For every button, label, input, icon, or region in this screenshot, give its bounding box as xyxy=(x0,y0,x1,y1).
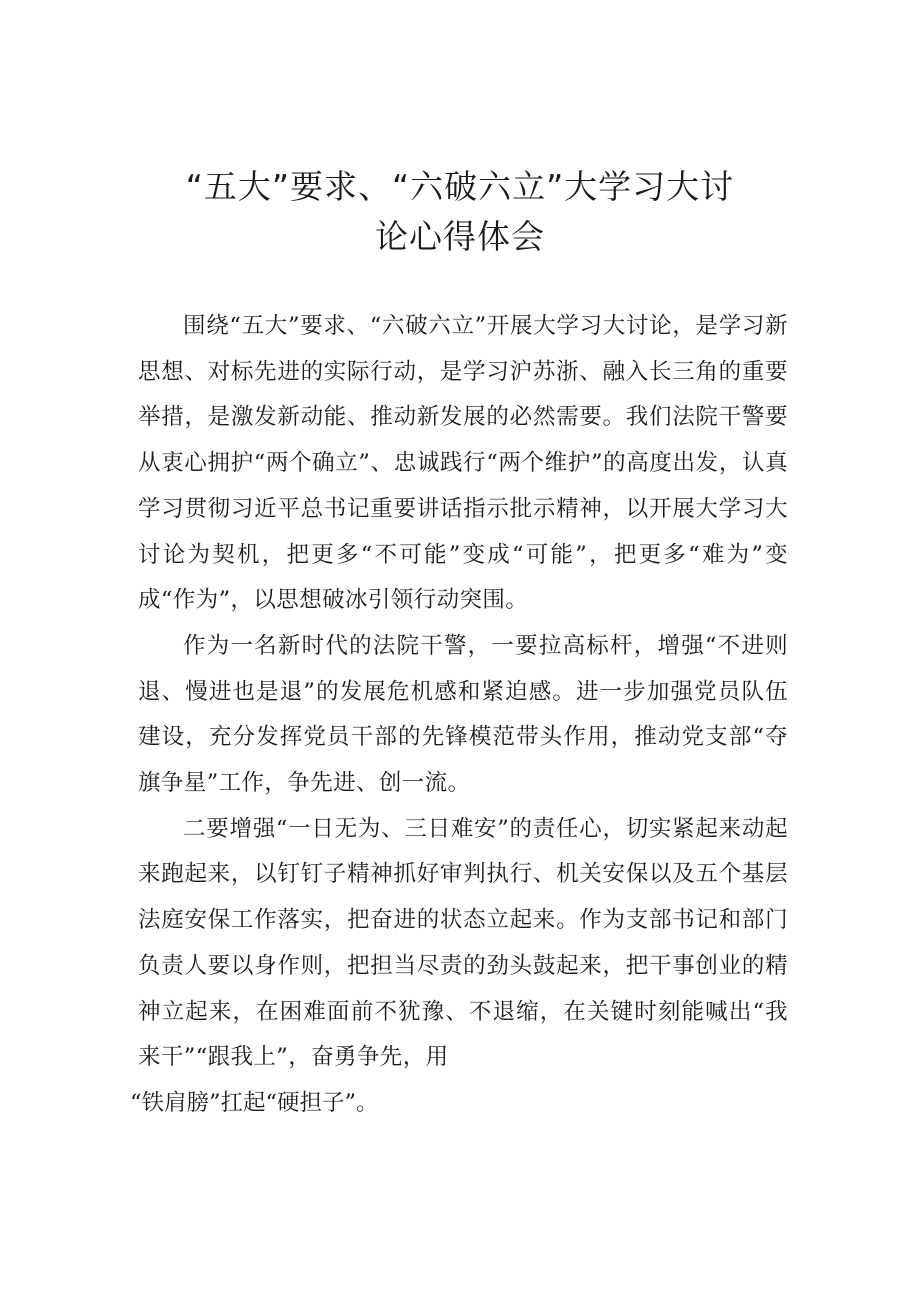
paragraph-1: 围绕“五大”要求、“六破六立”开展大学习大讨论，是学习新思想、对标先进的实际行动，是学习沪苏浙、融入长三角的重要举措，是激发新动能、推动新发展的必然需要。我们法院干警要从衷心拥护“两个确立”、忠诚践行“两个维护”的高度出发，认真学习贯彻习近平总书记重要讲话指示批示精神，以开展大学习大讨论为契机，把更多“不可能”变成“可能”，把更多“难为”变成“作为”，以思想破冰引领行动突围。 xyxy=(138,313,788,614)
title-line-1: “五大”要求、“六破六立”大学习大讨 xyxy=(185,167,735,206)
document-body xyxy=(130,304,788,1127)
document-title xyxy=(120,162,800,262)
paragraph-3-tail: “铁肩膀”扛起“硬担子”。 xyxy=(130,1089,379,1116)
title-line-2: 论心得体会 xyxy=(375,217,545,256)
paragraph-3: 二要增强“一日无为、三日难安”的责任心，切实紧起来动起来跑起来，以钉钉子精神抓好审判执行、机关安保以及五个基层法庭安保工作落实，把奋进的状态立起来。作为支部书记和部门负责人要以身作则，把担当尽责的劲头鼓起来，把干事创业的精神立起来，在困难面前不犹豫、不退缩，在关键时刻能喊出“我来干”“跟我上”，奋勇争先，用 xyxy=(138,815,788,1071)
paragraph-2: 作为一名新时代的法院干警，一要拉高标杆，增强“不进则退、慢进也是退”的发展危机感和紧迫感。进一步加强党员队伍建设，充分发挥党员干部的先锋模范带头作用，推动党支部“夺旗争星”工作，争先进、创一流。 xyxy=(138,632,788,797)
